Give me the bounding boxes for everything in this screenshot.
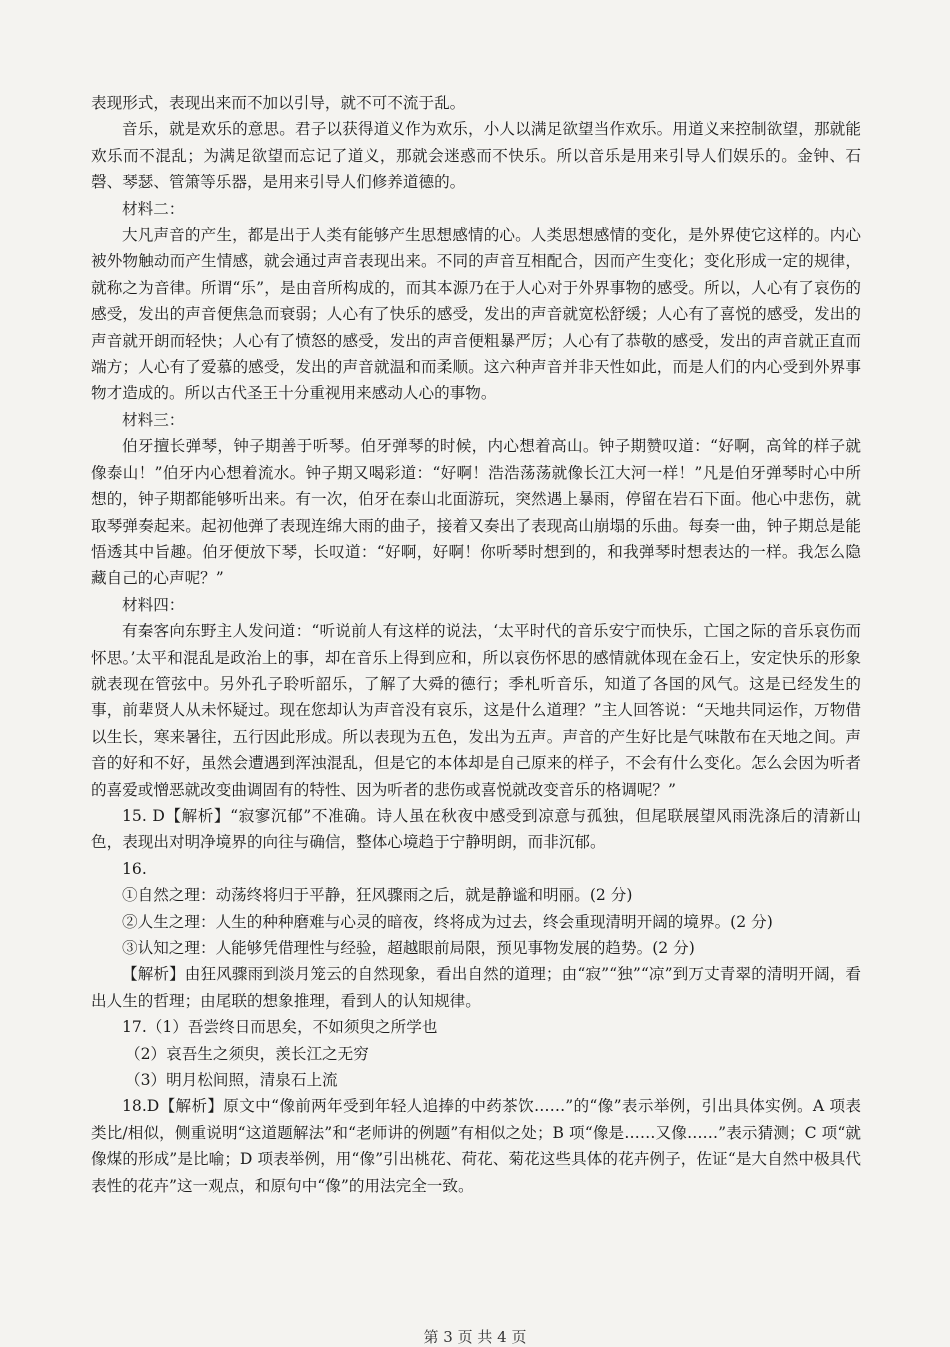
- material-3-text: 伯牙擅长弹琴，钟子期善于听琴。伯牙弹琴的时候，内心想着高山。钟子期赞叹道：“好啊，高耸的样子就像泰山！”伯牙内心想着流水。钟子期又喝彩道：“好啊！浩浩荡荡就像长江大河一样！”凡是伯牙弹琴时心中所想的，钟子期都能够听出来。有一次，伯牙在泰山北面游玩，突然遇上暴雨，停留在岩石下面。他心中悲伤，就取琴弹奏起来。起初他弹了表现连绵大雨的曲子，接着又奏出了表现高山崩塌的乐曲。每奏一曲，钟子期总是能悟透其中旨趣。伯牙便放下琴，长叹道：“好啊，好啊！你听琴时想到的，和我弹琴时想表达的一样。我怎么隐藏自己的心声呢？”: [91, 437, 861, 588]
- answer-17-item-2: （2）哀吾生之须臾，羡长江之无穷: [125, 1044, 369, 1063]
- page-footer: 第 3 页 共 4 页: [423, 1328, 527, 1346]
- answer-16-point-3: ③认知之理：人能够凭借理性与经验，超越眼前局限，预见事物发展的趋势。(2 分): [122, 939, 695, 957]
- paragraph-continuation: 表现形式，表现出来而不加以引导，就不可不流于乱。: [91, 94, 466, 112]
- answer-16-analysis: 【解析】由狂风骤雨到淡月笼云的自然现象，看出自然的道理；由“寂”“独”“凉”到万丈青翠的清明开阔，看出人生的哲理；由尾联的想象推理，看到人的认知规律。: [91, 965, 861, 1010]
- material-3-heading: 材料三：: [122, 410, 185, 429]
- paragraph-music-joy: 音乐，就是欢乐的意思。君子以获得道义作为欢乐，小人以满足欲望当作欢乐。用道义来控制欲望，那就能欢乐而不混乱；为满足欲望而忘记了道义，那就会迷惑而不快乐。所以音乐是用来引导人们娱乐的。金钟、石磬、琴瑟、管箫等乐器，是用来引导人们修养道德的。: [91, 120, 861, 192]
- material-2-heading: 材料二：: [122, 199, 185, 218]
- material-4-heading: 材料四：: [122, 595, 185, 614]
- answer-16-point-1: ①自然之理：动荡终将归于平静，狂风骤雨之后，就是静谧和明丽。(2 分): [122, 886, 633, 905]
- answer-17-item-1: 17.（1）吾尝终日而思矣，不如须臾之所学也: [122, 1018, 438, 1037]
- material-2-text: 大凡声音的产生，都是出于人类有能够产生思想感情的心。人类思想感情的变化，是外界使它这样的。内心被外物触动而产生情感，就会通过声音表现出来。不同的声音互相配合，因而产生变化；变化形成一定的规律，就称之为音律。所谓“乐”，是由音所构成的，而其本源乃在于人心对于外界事物的感受。所以，人心有了哀伤的感受，发出的声音便焦急而衰弱；人心有了快乐的感受，发出的声音就宽松舒缓；人心有了喜悦的感受，发出的声音就开朗而轻快；人心有了愤怒的感受，发出的声音便粗暴严厉；人心有了恭敬的感受，发出的声音就正直而端方；人心有了爱慕的感受，发出的声音就温和而柔顺。这六种声音并非天性如此，而是人们的内心受到外界事物才造成的。所以古代圣王十分重视用来感动人心的事物。: [91, 226, 861, 403]
- answer-16-point-2: ②人生之理：人生的种种磨难与心灵的暗夜，终将成为过去，终会重现清明开阔的境界。(2 分): [122, 912, 773, 931]
- answer-17-item-3: （3）明月松间照，清泉石上流: [125, 1071, 338, 1090]
- answer-15: 15. D【解析】“寂寥沉郁”不准确。诗人虽在秋夜中感受到凉意与孤独，但尾联展望风雨洗涤后的清新山色，表现出对明净境界的向往与确信，整体心境趋于宁静明朗，而非沉郁。: [91, 806, 861, 852]
- page-body: [91, 90, 861, 1199]
- answer-18: 18.D【解析】原文中“像前两年受到年轻人追捧的中药茶饮……”的“像”表示举例，引出具体实例。A 项表类比/相似，侧重说明“这道题解法”和“老师讲的例题”有相似之处；B 项“像是……又像……”表示猜测；C 项“就像煤的形成”是比喻；D 项表举例，用“像”引出桃花、荷花、菊花这些具体的花卉例子，佐证“是大自然中极具代表性的花卉”这一观点，和原句中“像”的用法完全一致。: [91, 1097, 861, 1195]
- material-4-text: 有秦客向东野主人发问道：“听说前人有这样的说法，‘太平时代的音乐安宁而快乐，亡国之际的音乐哀伤而怀思。’太平和混乱是政治上的事，却在音乐上得到应和，所以哀伤怀思的感情就体现在金石上，安定快乐的形象就表现在管弦中。另外孔子聆听韶乐，了解了大舜的德行；季札听音乐，知道了各国的风气。这是已经发生的事，前辈贤人从未怀疑过。现在您却认为声音没有哀乐，这是什么道理？”主人回答说：“天地共同运作，万物借以生长，寒来暑往，五行因此形成。所以表现为五色，发出为五声。声音的产生好比是气味散布在天地之间。声音的好和不好，虽然会遭遇到浑浊混乱，但是它的本体却是自己原来的样子，不会有什么变化。怎么会因为听者的喜爱或憎恶就改变曲调固有的特性、因为听者的悲伤或喜悦就改变音乐的格调呢？”: [91, 622, 861, 799]
- answer-16-number: 16.: [122, 859, 147, 878]
